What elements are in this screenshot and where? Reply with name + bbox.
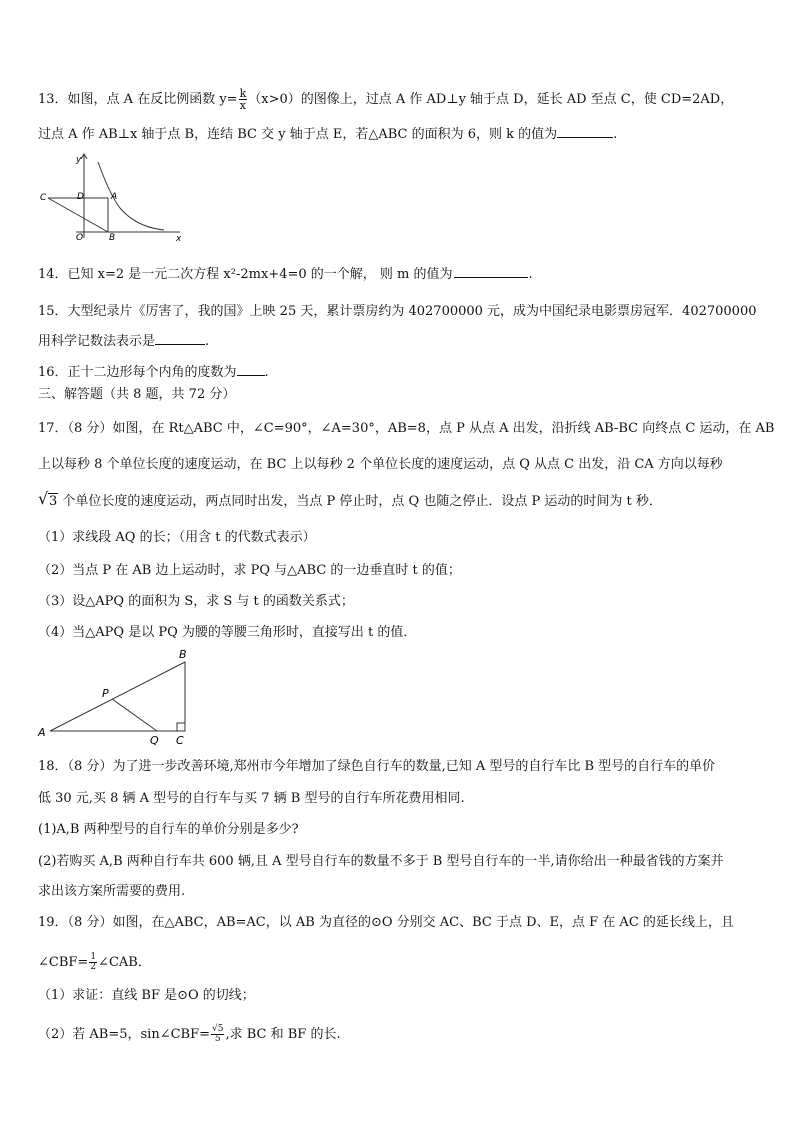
q16-text: 16．正十二边形每个内角的度数为 bbox=[38, 365, 237, 380]
q17-label-Q: Q bbox=[150, 734, 159, 746]
section-heading: 三、解答题（共 8 题，共 72 分） bbox=[38, 387, 236, 402]
q13-label-C: C bbox=[40, 193, 47, 203]
q13-answer-blank[interactable] bbox=[557, 125, 613, 138]
q13-figure bbox=[40, 152, 190, 242]
q13-label-A: A bbox=[111, 192, 118, 202]
q19-sub1: （1）求证：直线 BF 是⊙O 的切线； bbox=[38, 988, 255, 1003]
q19-frac-num: 1 bbox=[90, 952, 97, 962]
q13-post: （x>0）的图像上，过点 A 作 AD⊥y 轴于点 D，延长 AD 至点 C，使 CD=2AD， bbox=[248, 92, 734, 107]
q16-end: . bbox=[264, 365, 269, 380]
q14-text: 14．已知 x=2 是一元二次方程 x²-2mx+4=0 的一个解， 则 m 的值为 bbox=[38, 267, 453, 282]
q17-sqrt bbox=[38, 494, 58, 510]
q18-sub1: (1)A,B 两种型号的自行车的单价分别是多少? bbox=[38, 822, 299, 837]
q17-line1: 17．（8 分）如图，在 Rt△ABC 中，∠C=90°，∠A=30°，AB=8，点 P 从点 A 出发，沿折线 AB-BC 向终点 C 运动，在 AB bbox=[38, 421, 775, 436]
q16-answer-blank[interactable] bbox=[237, 363, 265, 376]
q19-sin-den: 5 bbox=[214, 1034, 221, 1044]
q13-frac-den: x bbox=[239, 99, 247, 112]
q16 bbox=[38, 363, 269, 381]
q13-label-D: D bbox=[77, 192, 84, 202]
q15-answer-blank[interactable] bbox=[155, 332, 205, 345]
q13-label-y: y bbox=[76, 155, 82, 165]
q15-line2-text: 用科学记数法表示是 bbox=[38, 334, 156, 349]
q17-label-C: C bbox=[176, 734, 184, 746]
q17-triangle-ABC bbox=[50, 662, 185, 731]
q17-figure bbox=[36, 646, 196, 746]
q15-line1 bbox=[38, 304, 757, 320]
q13-label-B: B bbox=[109, 233, 116, 242]
q13-pre: 13．如图，点 A 在反比例函数 y= bbox=[38, 92, 238, 107]
q13-label-x: x bbox=[176, 234, 182, 242]
q17-line3-text: 个单位长度的速度运动，两点同时出发，当点 P 停止时，点 Q 也随之停止．设点 P 运动的时间为 t 秒． bbox=[58, 494, 662, 509]
q15-line1-text: 15．大型纪录片《厉害了，我的国》上映 25 天，累计票房约为 402700000 元，成为中国纪录电影票房冠军．402700000 bbox=[38, 304, 757, 319]
q13-line2 bbox=[38, 125, 617, 143]
q19-frac-den: 2 bbox=[90, 962, 97, 972]
q17-sub4: （4）当△APQ 是以 PQ 为腰的等腰三角形时，直接写出 t 的值． bbox=[38, 625, 417, 640]
q14 bbox=[38, 265, 533, 283]
q15-end: . bbox=[205, 334, 210, 349]
q17-label-P: P bbox=[102, 687, 109, 700]
q18-line1: 18．（8 分）为了进一步改善环境,郑州市今年增加了绿色自行车的数量,已知 A 型号的自行车比 B 型号的自行车的单价 bbox=[38, 759, 716, 774]
q19-angle-cbf: ∠CBF= bbox=[38, 955, 89, 970]
q18-line2: 低 30 元,买 8 辆 A 型号的自行车与买 7 辆 B 型号的自行车所花费用相同. bbox=[38, 791, 465, 806]
q17-right-angle-mark bbox=[177, 723, 185, 731]
q19-line1: 19．（8 分）如图，在△ABC，AB=AC，以 AB 为直径的⊙O 分别交 AC、BC 于点 D、E，点 F 在 AC 的延长线上，且 bbox=[38, 915, 734, 930]
q19-sin-num: √5 bbox=[212, 1024, 224, 1034]
q13-frac-num: k bbox=[239, 87, 247, 100]
q13-fraction bbox=[239, 88, 248, 111]
q18-sub2a: (2)若购买 A,B 两种自行车共 600 辆,且 A 型号自行车的数量不多于 B 型号自行车的一半,请你给出一种最省钱的方案并 bbox=[38, 854, 724, 869]
q19-line2 bbox=[38, 953, 151, 972]
q13-end: . bbox=[613, 127, 618, 142]
q19-angle-cab: ∠CAB． bbox=[98, 955, 151, 970]
q15-line2 bbox=[38, 332, 209, 350]
q19-half-fraction bbox=[89, 953, 97, 972]
q13-line2-text: 过点 A 作 AB⊥x 轴于点 B，连结 BC 交 y 轴于点 E，若△ABC 的面积为 6，则 k 的值为 bbox=[38, 127, 558, 142]
q17-sub2: （2）当点 P 在 AB 边上运动时，求 PQ 与△ABC 的一边垂直时 t 的值； bbox=[38, 563, 461, 578]
q19-sub2-post: ,求 BC 和 BF 的长. bbox=[225, 1027, 341, 1042]
q13-line-CB bbox=[48, 198, 108, 232]
q17-line2: 上以每秒 8 个单位长度的速度运动，在 BC 上以每秒 2 个单位长度的速度运动，点 Q 从点 C 出发，沿 CA 方向以每秒 bbox=[38, 457, 723, 472]
q17-label-B: B bbox=[179, 648, 187, 661]
q19-sin-fraction bbox=[211, 1025, 224, 1044]
q19-sub2 bbox=[38, 1025, 341, 1044]
q17-segment-PQ bbox=[112, 699, 157, 731]
q17-sub3: （3）设△APQ 的面积为 S，求 S 与 t 的函数关系式； bbox=[38, 594, 354, 609]
q17-label-A: A bbox=[38, 726, 46, 739]
q13-label-O: O bbox=[76, 233, 84, 242]
q17-sqrt-radicand: 3 bbox=[49, 494, 58, 509]
q13-line1 bbox=[38, 88, 733, 111]
q17-line3 bbox=[38, 494, 662, 510]
q14-answer-blank[interactable] bbox=[454, 265, 528, 278]
q14-end: . bbox=[528, 267, 533, 282]
q17-sub1: （1）求线段 AQ 的长；（用含 t 的代数式表示） bbox=[38, 530, 316, 545]
q18-sub2b: 求出该方案所需要的费用. bbox=[38, 884, 186, 899]
q19-sub2-pre: （2）若 AB=5，sin∠CBF= bbox=[38, 1027, 211, 1042]
